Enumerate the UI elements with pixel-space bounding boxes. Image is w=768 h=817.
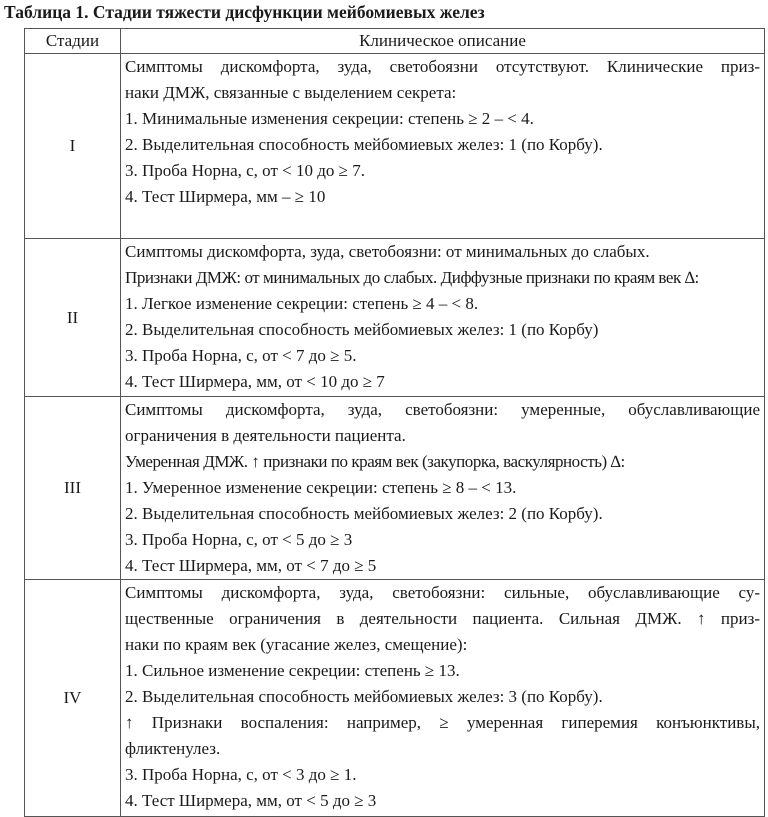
description-line: 3. Проба Норна, с, от < 7 до ≥ 5.	[125, 346, 357, 365]
description-line: 2. Выделительная способность мейбомиевых желез: 3 (по Корбу).	[125, 687, 603, 706]
description-line: 2. Выделительная способность мейбомиевых желез: 1 (по Корбу)	[125, 320, 599, 339]
severity-table	[24, 28, 765, 817]
description-line: 3. Проба Норна, с, от < 5 до ≥ 3	[125, 530, 353, 549]
description-line: 4. Тест Ширмера, мм, от < 7 до ≥ 5	[125, 556, 377, 575]
description-cell	[121, 54, 765, 239]
description-line: щественные ограничения в деятельности пациента. Сильная ДМЖ. ↑ приз-	[125, 609, 760, 628]
stage-cell: I	[25, 54, 121, 239]
stage-cell: III	[25, 397, 121, 580]
description-line: 2. Выделительная способность мейбомиевых желез: 2 (по Корбу).	[125, 504, 603, 523]
description-line: Симптомы дискомфорта, зуда, светобоязни: сильные, обуславливающие су-	[125, 583, 760, 602]
table-header-row	[25, 29, 765, 54]
description-line: Симптомы дискомфорта, зуда, светобоязни: от минимальных до слабых.	[125, 242, 650, 261]
table-caption: Таблица 1. Стадии тяжести дисфункции мейбомиевых желез	[4, 2, 485, 22]
stage-cell: II	[25, 239, 121, 397]
table-row-stage-1	[25, 54, 765, 239]
description-line: Умеренная ДМЖ. ↑ признаки по краям век (закупорка, васкулярность) ∆:	[125, 452, 625, 471]
description-line: ограничения в деятельности пациента.	[125, 426, 406, 445]
description-line: 2. Выделительная способность мейбомиевых желез: 1 (по Корбу).	[125, 135, 603, 154]
description-line: 3. Проба Норна, с, от < 10 до ≥ 7.	[125, 161, 365, 180]
header-description: Клиническое описание	[121, 29, 765, 54]
description-line: Симптомы дискомфорта, зуда, светобоязни: умеренные, обуславливающие	[125, 400, 760, 419]
description-line: наки ДМЖ, связанные с выделением секрета:	[125, 83, 457, 102]
description-line: 1. Минимальные изменения секреции: степень ≥ 2 – < 4.	[125, 109, 534, 128]
table-row-stage-4	[25, 580, 765, 817]
table-row-stage-2	[25, 239, 765, 397]
description-line: 1. Легкое изменение секреции: степень ≥ 4 – < 8.	[125, 294, 479, 313]
description-cell	[121, 580, 765, 817]
description-line: Признаки ДМЖ: от минимальных до слабых. Диффузные признаки по краям век ∆:	[125, 268, 699, 287]
stage-cell: IV	[25, 580, 121, 817]
description-line: 4. Тест Ширмера, мм, от < 10 до ≥ 7	[125, 372, 385, 391]
description-line: фликтенулез.	[125, 739, 221, 758]
description-line: ↑ Признаки воспаления: например, ≥ умеренная гиперемия конъюнктивы,	[125, 713, 760, 732]
description-line: 1. Сильное изменение секреции: степень ≥ 13.	[125, 661, 460, 680]
header-stages: Стадии	[25, 29, 121, 54]
description-line: 4. Тест Ширмера, мм, от < 5 до ≥ 3	[125, 791, 377, 810]
description-line: 1. Умеренное изменение секреции: степень ≥ 8 – < 13.	[125, 478, 517, 497]
description-line: наки по краям век (угасание желез, смещение):	[125, 635, 468, 654]
description-cell	[121, 239, 765, 397]
description-line: Симптомы дискомфорта, зуда, светобоязни отсутствуют. Клинические приз-	[125, 57, 760, 76]
table-row-stage-3	[25, 397, 765, 580]
description-line: 4. Тест Ширмера, мм – ≥ 10	[125, 187, 326, 206]
description-line: 3. Проба Норна, с, от < 3 до ≥ 1.	[125, 765, 357, 784]
description-cell	[121, 397, 765, 580]
